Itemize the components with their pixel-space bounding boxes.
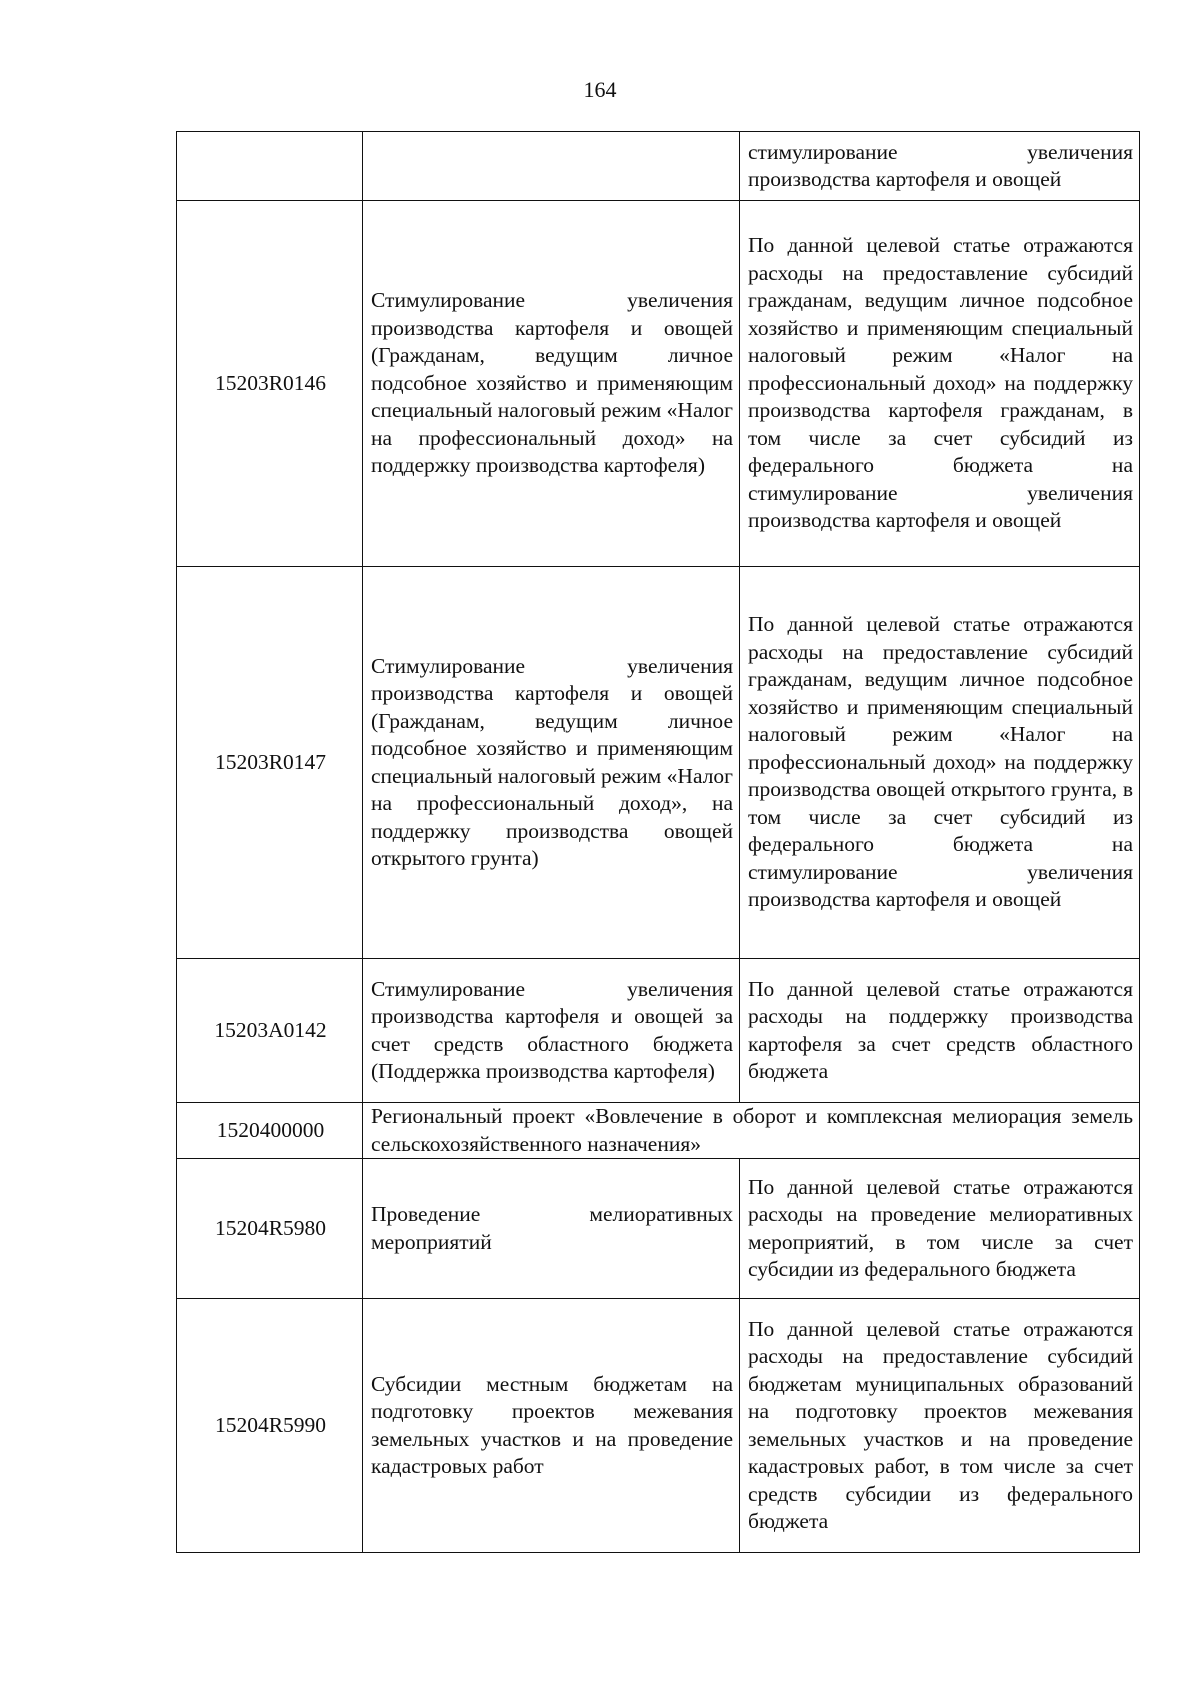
article-code-cell: 15204R5980 bbox=[177, 1159, 363, 1299]
article-description-cell: По данной целевой статье отражаются расходы на проведение мелиоративных мероприятий, в том числе за счет субсидии из федерального бюджета bbox=[740, 1159, 1140, 1299]
article-code-cell bbox=[177, 132, 363, 201]
table-row bbox=[177, 1299, 1140, 1553]
target-articles-table bbox=[176, 131, 1140, 1553]
article-description-cell: По данной целевой статье отражаются расходы на предоставление субсидий гражданам, ведущим личное подсобное хозяйство и применяющим специальный налоговый режим «Налог на профессиональный доход» на поддержку производства картофеля гражданам, в том числе за счет субсидий из федерального бюджета на стимулирование увеличения производства картофеля и овощей bbox=[740, 201, 1140, 567]
article-description-cell: По данной целевой статье отражаются расходы на поддержку производства картофеля за счет средств областного бюджета bbox=[740, 959, 1140, 1103]
article-code-cell: 15203A0142 bbox=[177, 959, 363, 1103]
article-code-cell: 15203R0146 bbox=[177, 201, 363, 567]
table-row bbox=[177, 567, 1140, 959]
article-name-cell: Стимулирование увеличения производства картофеля и овощей (Гражданам, ведущим личное подсобное хозяйство и применяющим специальный налоговый режим «Налог на профессиональный доход» на поддержку производства картофеля) bbox=[363, 201, 740, 567]
article-description-cell: По данной целевой статье отражаются расходы на предоставление субсидий гражданам, ведущим личное подсобное хозяйство и применяющим специальный налоговый режим «Налог на профессиональный доход» на поддержку производства овощей открытого грунта, в том числе за счет субсидий из федерального бюджета на стимулирование увеличения производства картофеля и овощей bbox=[740, 567, 1140, 959]
article-description-cell: стимулирование увеличения производства картофеля и овощей bbox=[740, 132, 1140, 201]
table-row bbox=[177, 1159, 1140, 1299]
article-code-cell: 15204R5990 bbox=[177, 1299, 363, 1553]
article-code-cell: 1520400000 bbox=[177, 1103, 363, 1159]
article-name-cell: Проведение мелиоративных мероприятий bbox=[363, 1159, 740, 1299]
article-name-cell: Субсидии местным бюджетам на подготовку проектов межевания земельных участков и на проведение кадастровых работ bbox=[363, 1299, 740, 1553]
article-description-cell: По данной целевой статье отражаются расходы на предоставление субсидий бюджетам муниципальных образований на подготовку проектов межевания земельных участков и на проведение кадастровых работ, в том числе за счет средств субсидии из федерального бюджета bbox=[740, 1299, 1140, 1553]
table-row bbox=[177, 1103, 1140, 1159]
page-number: 164 bbox=[583, 77, 617, 102]
article-code-cell: 15203R0147 bbox=[177, 567, 363, 959]
regional-project-title-cell: Региональный проект «Вовлечение в оборот и комплексная мелиорация земель сельскохозяйственного назначения» bbox=[363, 1103, 1140, 1159]
article-name-cell bbox=[363, 132, 740, 201]
article-name-cell: Стимулирование увеличения производства картофеля и овощей (Гражданам, ведущим личное подсобное хозяйство и применяющим специальный налоговый режим «Налог на профессиональный доход», на поддержку производства овощей открытого грунта) bbox=[363, 567, 740, 959]
table-row bbox=[177, 959, 1140, 1103]
article-name-cell: Стимулирование увеличения производства картофеля и овощей за счет средств областного бюджета (Поддержка производства картофеля) bbox=[363, 959, 740, 1103]
table-row bbox=[177, 132, 1140, 201]
table-row bbox=[177, 201, 1140, 567]
